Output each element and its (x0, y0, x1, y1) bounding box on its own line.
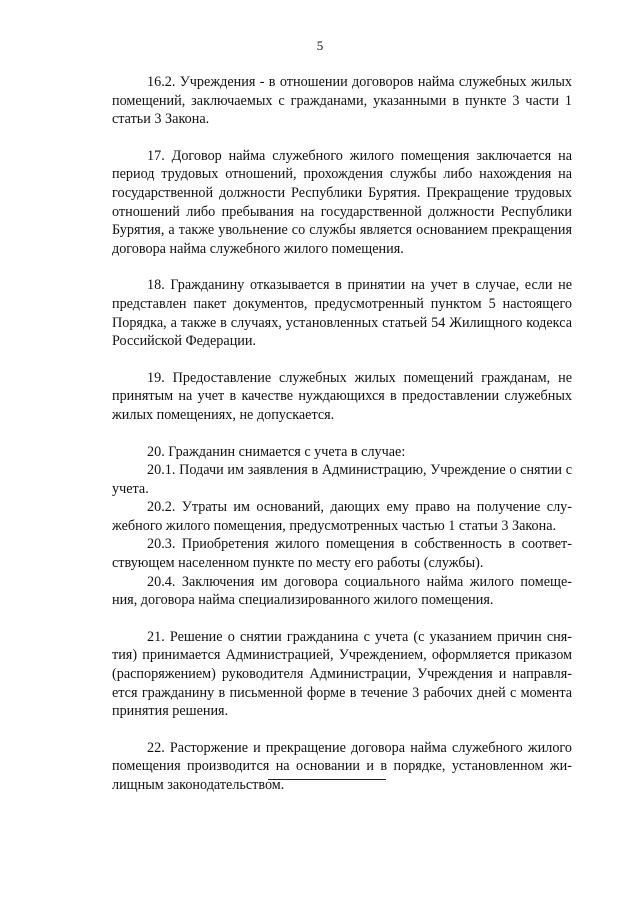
document-body (112, 73, 572, 795)
paragraph-21: 21. Решение о снятии гражданина с учета (с указанием причин снятия) принимается Администрацией, Учреждением, оформляется приказом (распоряжением) руководителя Администрации, Учреждения и направляется гражданину в письменной форме в течение 3 рабочих дней с момента принятия решения. (112, 628, 572, 720)
paragraph-20-1: 20.1. Подачи им заявления в Администрацию, Учреждение о снятии с учета. (112, 462, 572, 497)
closing-divider (268, 779, 386, 780)
paragraph-20-3: 20.3. Приобретения жилого помещения в собственность в соответствующем населенном пункте по месту его работы (службы). (112, 536, 572, 572)
paragraph-19: 19. Предоставление служебных жилых помещений гражданам, не принятым на учет в качестве нуждающихся в предоставлении служебных жилых помещениях, не допускается. (112, 369, 572, 423)
paragraph-20: 20. Гражданин снимается с учета в случае: (147, 443, 406, 460)
paragraph-17: 17. Договор найма служебного жилого помещения заключается на период трудовых отношений, прохождения службы либо нахождения на государственной должности Республики Бурятия. Прекращение трудовых отношений либо пребывания на государственной должности Республики Бурятия, а также увольнение со службы является основанием прекращения договора найма служебного жилого помещения. (112, 147, 572, 257)
paragraph-16-2: 16.2. Учреждения - в отношении договоров найма служебных жилых помещений, заключаемых с гражданами, указанными в пункте 3 части 1 статьи 3 Закона. (112, 74, 572, 128)
paragraph-22: 22. Расторжение и прекращение договора найма служебного жилого помещения производится на основании и в порядке, установленном жилищным законодательством. (112, 739, 572, 793)
paragraph-20-2: 20.2. Утраты им оснований, дающих ему право на получение служебного жилого помещения, предусмотренных частью 1 статьи 3 Закона. (112, 499, 572, 534)
paragraph-20-4: 20.4. Заключения им договора социального найма жилого помещения, договора найма специализированного жилого помещения. (112, 573, 572, 609)
paragraph-18: 18. Гражданину отказывается в принятии на учет в случае, если не представлен пакет документов, предусмотренный пунктом 5 настоящего Порядка, а также в случаях, установленных статьей 54 Жилищного кодекса Российской Федерации. (112, 277, 572, 350)
page-number: 5 (316, 38, 324, 53)
